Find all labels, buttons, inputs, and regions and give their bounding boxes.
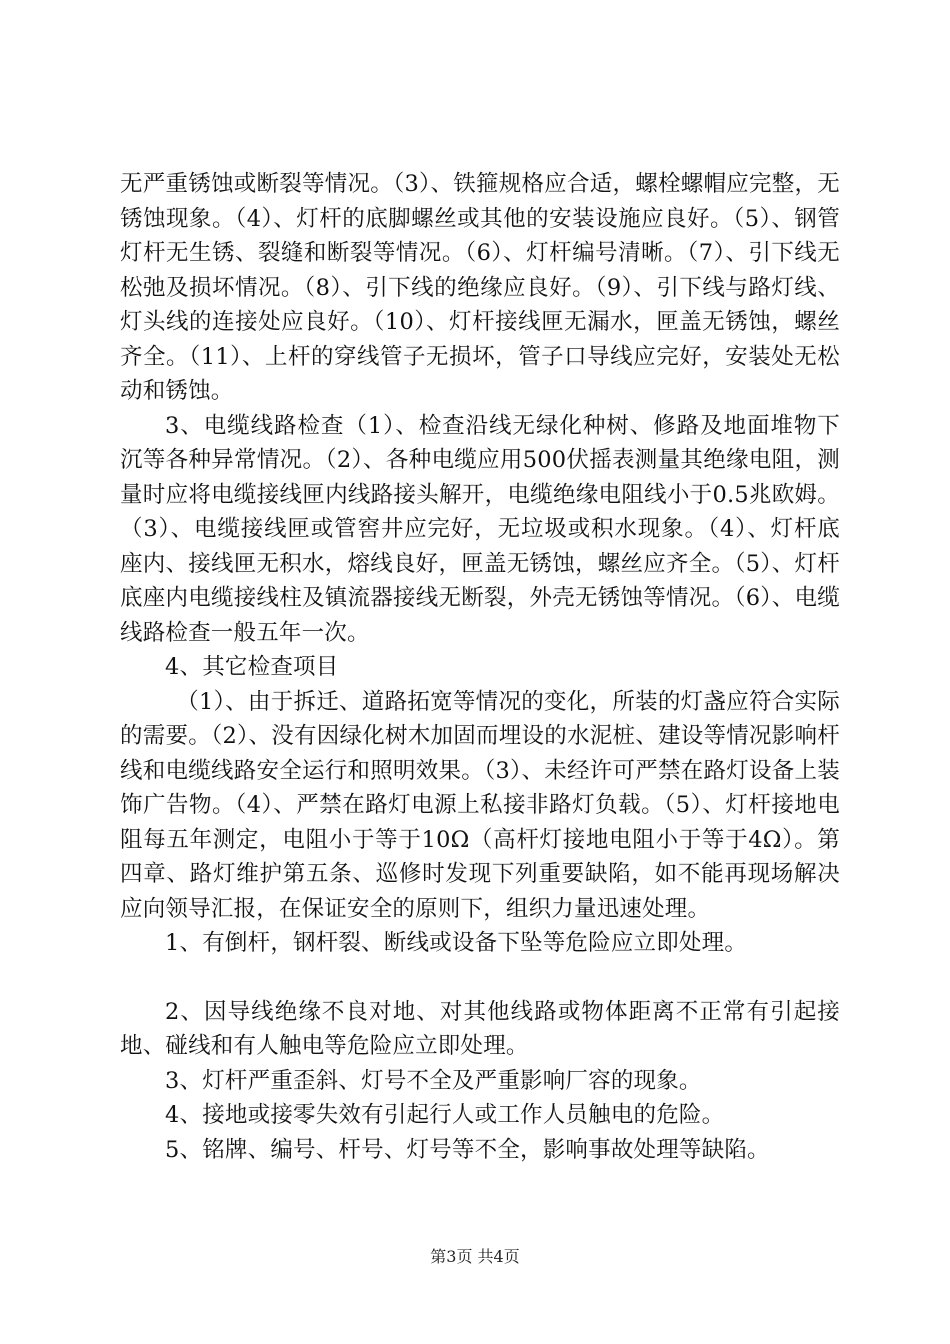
paragraph-other-items-heading: 4、其它检查项目 <box>165 654 339 680</box>
page-number-label: 第3页 共4页 <box>430 1247 520 1266</box>
paragraph-cable-inspection: 3、电缆线路检查（1）、检查沿线无绿化种树、修路及地面堆物下沉等各种异常情况。（2）、各种电缆应用500伏摇表测量其绝缘电阻，测量时应将电缆接线匣内线路接头解开，电缆绝缘电阻线小于0.5兆欧姆。（3）、电缆接线匣或管窖井应完好，无垃圾或积水现象。（4）、灯杆底座内、接线匣无积水，熔线良好，匣盖无锈蚀，螺丝应齐全。（5）、灯杆底座内电缆接线柱及镇流器接线无断裂，外壳无锈蚀等情况。（6）、电缆线路检查一般五年一次。 <box>120 412 840 646</box>
document-body <box>120 167 840 1167</box>
paragraph-other-items: （1）、由于拆迁、道路拓宽等情况的变化，所装的灯盏应符合实际的需要。（2）、没有因绿化树木加固而埋设的水泥桩、建设等情况影响杆线和电缆线路安全运行和照明效果。（3）、未经许可严禁在路灯设备上装饰广告物。（4）、严禁在路灯电源上私接非路灯负载。（5）、灯杆接地电阻每五年测定，电阻小于等于10Ω（高杆灯接地电阻小于等于4Ω）。第四章、路灯维护第五条、巡修时发现下列重要缺陷，如不能再现场解决应向领导汇报，在保证安全的原则下，组织力量迅速处理。 <box>120 688 840 922</box>
paragraph-pole-inspection: 无严重锈蚀或断裂等情况。（3）、铁箍规格应合适，螺栓螺帽应完整，无锈蚀现象。（4）、灯杆的底脚螺丝或其他的安装设施应良好。（5）、钢管灯杆无生锈、裂缝和断裂等情况。（6）、灯杆编号清晰。（7）、引下线无松弛及损坏情况。（8）、引下线的绝缘应良好。（9）、引下线与路灯线、灯头线的连接处应良好。（10）、灯杆接线匣无漏水，匣盖无锈蚀，螺丝齐全。（11）、上杆的穿线管子无损坏，管子口导线应完好，安装处无松动和锈蚀。 <box>120 171 840 404</box>
paragraph-defect-5: 5、铭牌、编号、杆号、灯号等不全，影响事故处理等缺陷。 <box>165 1136 770 1163</box>
paragraph-defect-4: 4、接地或接零失效有引起行人或工作人员触电的危险。 <box>165 1102 725 1128</box>
paragraph-defect-2: 2、因导线绝缘不良对地、对其他线路或物体距离不正常有引起接地、碰线和有人触电等危险应立即处理。 <box>120 998 840 1059</box>
page-footer <box>0 1244 950 1267</box>
paragraph-defect-1: 1、有倒杆，钢杆裂、断线或设备下坠等危险应立即处理。 <box>165 930 748 956</box>
paragraph-defect-3: 3、灯杆严重歪斜、灯号不全及严重影响厂容的现象。 <box>165 1067 702 1094</box>
